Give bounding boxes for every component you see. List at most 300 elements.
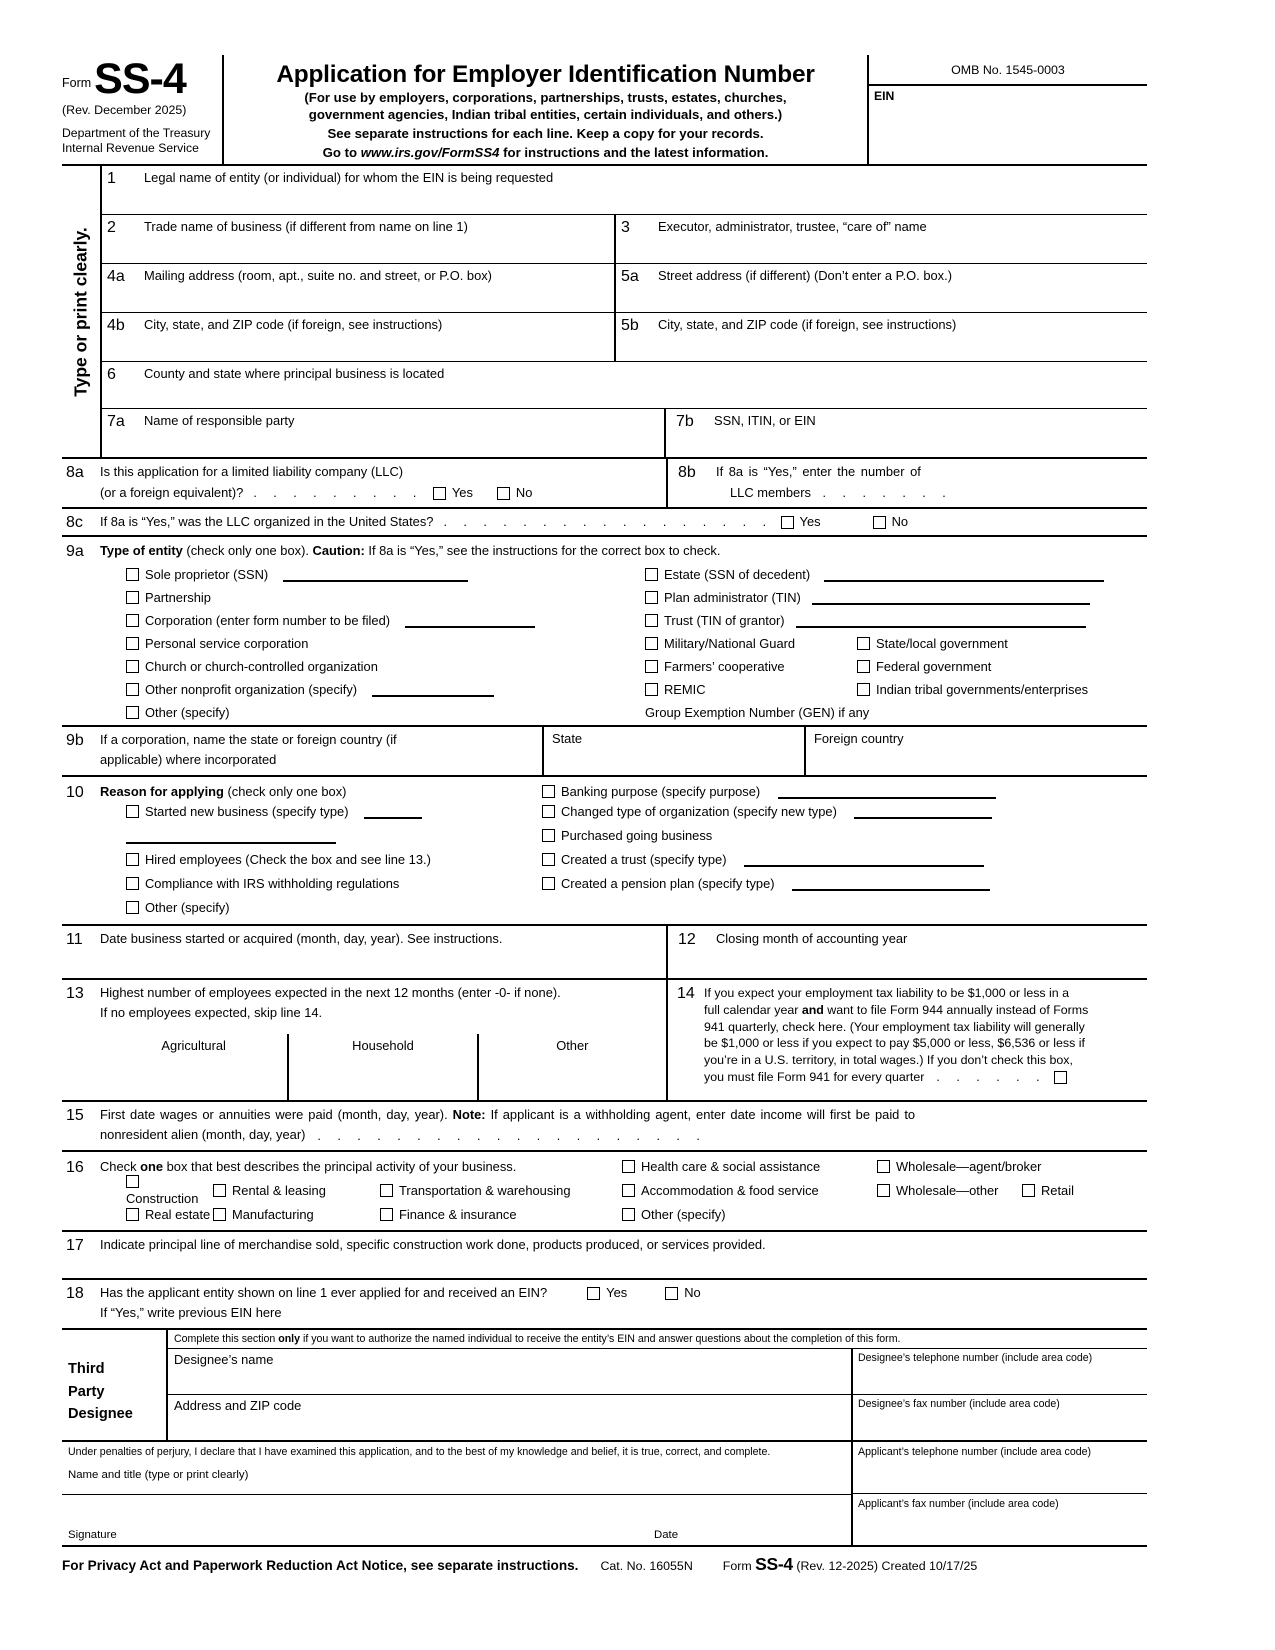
line-5a-cell[interactable] [614,264,1147,312]
construction-checkbox[interactable] [126,1175,139,1188]
designee-phone-label: Designee’s telephone number (include area code) [858,1351,1093,1364]
accommodation-food-service-label: Accommodation & food service [641,1182,819,1198]
reason-created-pension-plan[interactable] [542,876,1147,900]
line-13-agricultural-cell[interactable] [100,1034,287,1100]
line-18-previous-ein-label: If “Yes,” write previous EIN here [100,1305,282,1321]
corporation-checkbox[interactable] [126,614,139,627]
line-2-3-row [102,215,1147,264]
line-6-number: 6 [107,366,116,384]
entity-option-sole-proprietor[interactable] [100,567,645,584]
activity-wholesale-other[interactable] [877,1183,1022,1200]
entity-option-farmers-coop[interactable] [645,659,857,676]
designee-address-row [168,1395,1147,1440]
department-line-1: Department of the Treasury [62,126,211,141]
activity-retail[interactable] [1022,1183,1147,1200]
line-15-text-2: If applicant is a withholding agent, enter date income will first be paid to [485,1106,916,1122]
line-18-number: 18 [66,1284,84,1302]
corporation-form-number-line[interactable] [405,626,535,628]
line-14-text-block [704,980,1147,1100]
retail-label: Retail [1041,1182,1074,1198]
line-15-label-line2: nonresident alien (month, day, year) [100,1127,306,1143]
line-16-one-word: one [140,1158,164,1174]
line-8a-label-1: Is this application for a limited liability company (LLC) [100,464,404,480]
perjury-block [62,1442,851,1494]
line-10-heading-rest: (check only one box) [223,783,347,799]
line-9a-number: 9a [66,543,84,561]
line-2-cell[interactable] [102,215,614,263]
sole-proprietor-label: Sole proprietor (SSN) [145,567,269,583]
form-header [62,55,1147,166]
entity-option-remic[interactable] [645,682,857,699]
reason-compliance-withholding[interactable] [100,876,542,900]
line-5b-label: City, state, and ZIP code (if foreign, see instructions) [658,317,957,333]
line-4b-5b-row [102,313,1147,362]
footer-created-date: Created 10/17/25 [881,1558,978,1573]
manufacturing-label: Manufacturing [232,1206,314,1222]
line-16-option-row-1 [100,1155,1147,1179]
reason-purchased-going-business[interactable] [542,828,1147,852]
line-6-row[interactable] [102,362,1147,409]
date-label: Date [654,1528,679,1541]
line-15-text-1: First date wages or annuities were paid (month, day, year). [100,1106,453,1122]
line-7b-number: 7b [676,413,694,431]
compliance-withholding-label: Compliance with IRS withholding regulations [145,875,400,891]
line-4a-cell[interactable] [102,264,614,312]
health-care-checkbox[interactable] [622,1160,635,1173]
line-13-columns [100,1034,666,1100]
third-party-heading-2: Party [68,1383,105,1400]
line-16-text-1: Check [100,1158,141,1174]
line-16-option-row-2 [100,1179,1147,1206]
trust-tin-line[interactable] [796,626,1086,628]
accommodation-food-service-checkbox[interactable] [622,1184,635,1197]
line-10-heading [100,780,542,804]
changed-type-specify-line[interactable] [854,817,992,819]
designee-address-field[interactable] [168,1395,851,1440]
personal-service-corporation-checkbox[interactable] [126,637,139,650]
banking-purpose-checkbox[interactable] [542,785,555,798]
remic-label: REMIC [664,682,706,698]
created-trust-specify-line[interactable] [744,865,984,867]
line-18-row[interactable] [62,1278,1147,1328]
reason-other-label: Other (specify) [145,899,230,915]
applicant-phone-field[interactable] [853,1442,1147,1494]
line-2-label: Trade name of business (if different from name on line 1) [144,219,468,235]
entity-option-partnership[interactable] [100,590,645,607]
estate-ssn-line[interactable] [824,580,1104,582]
applicant-fax-label: Applicant’s fax number (include area code) [858,1497,1059,1510]
line-11-label: Date business started or acquired (month, day, year). See instructions. [100,930,503,946]
line-9b-state-cell[interactable] [542,727,804,775]
reason-banking-purpose[interactable] [542,780,1147,804]
other-nonprofit-label: Other nonprofit organization (specify) [145,682,358,698]
military-national-guard-checkbox[interactable] [645,637,658,650]
line-13-14-row [62,978,1147,1100]
line-11-cell[interactable] [62,926,666,978]
finance-insurance-checkbox[interactable] [380,1208,393,1221]
type-or-print-label: Type or print clearly. [70,227,91,397]
wholesale-other-checkbox[interactable] [877,1184,890,1197]
line-8b-label-block [716,459,1147,507]
footer-form-word: Form [722,1558,752,1573]
line-9b-foreign-country-cell[interactable] [804,727,1147,775]
line-12-cell[interactable] [666,926,1147,978]
line-9b-number: 9b [66,731,84,749]
sole-proprietor-checkbox[interactable] [126,568,139,581]
designee-name-row [168,1349,1147,1395]
irs-url-link[interactable]: www.irs.gov/FormSS4 [360,145,500,161]
church-label: Church or church-controlled organization [145,659,378,675]
line-11-12-row [62,924,1147,978]
header-subtitle-1: (For use by employers, corporations, partnerships, trusts, estates, churches, [304,90,787,105]
department-block [62,126,222,155]
goto-suffix: for instructions and the latest information. [499,145,769,161]
state-local-government-checkbox[interactable] [857,637,870,650]
wholesale-agent-checkbox[interactable] [877,1160,890,1173]
created-trust-checkbox[interactable] [542,853,555,866]
header-left-block [62,55,222,164]
line-8c-yes-label: Yes [799,514,821,530]
line-14-text-c: 941 quarterly, check here. (Your employment tax liability will generally [704,1019,1085,1034]
line-14-cell[interactable] [666,980,1147,1100]
line-8c-yes-checkbox[interactable] [781,516,794,529]
reason-other-checkbox[interactable] [126,901,139,914]
line-8b-label-1: If 8a is “Yes,” enter the number of [716,464,921,480]
line-7b-cell[interactable] [664,409,1147,457]
line-4b-label: City, state, and ZIP code (if foreign, see instructions) [144,317,443,333]
compliance-withholding-checkbox[interactable] [126,877,139,890]
activity-other-label: Other (specify) [641,1206,726,1222]
activity-rental-leasing[interactable] [213,1183,380,1200]
line-13-other-cell[interactable] [477,1034,666,1100]
started-new-business-label: Started new business (specify type) [145,803,349,819]
activity-manufacturing[interactable] [213,1207,380,1224]
line-7b-label: SSN, ITIN, or EIN [714,413,816,429]
line-14-number: 14 [677,984,695,1002]
entity-option-row-6 [100,679,1147,702]
indian-tribal-government-checkbox[interactable] [857,683,870,696]
line-14-text-d: be $1,000 or less if you expect to pay $5,000 or less, $6,536 or less if [704,1036,1085,1051]
line-17-row[interactable] [62,1230,1147,1278]
line-5b-cell[interactable] [614,313,1147,361]
plan-administrator-tin-line[interactable] [812,603,1090,605]
activity-accommodation[interactable] [622,1183,877,1200]
header-instruction-2 [228,145,863,161]
lines-1-7-block [62,166,1147,457]
trust-checkbox[interactable] [645,614,658,627]
line-5a-label: Street address (if different) (Don’t enter a P.O. box.) [658,268,952,284]
goto-prefix: Go to [322,145,361,161]
designee-address-label: Address and ZIP code [174,1397,302,1413]
line-13-label-2: If no employees expected, skip line 14. [100,1005,323,1021]
third-party-designee-section [62,1328,1147,1440]
wholesale-other-label: Wholesale—other [896,1182,999,1198]
line-8a-cell[interactable] [62,459,666,507]
name-and-title-label: Name and title (type or print clearly) [68,1468,249,1481]
partnership-label: Partnership [145,590,211,606]
line-16-text-2: box that best describes the principal activity of your business. [163,1158,517,1174]
group-exemption-number-field[interactable] [645,705,1147,722]
line-8c-label: If 8a is “Yes,” was the LLC organized in the United States? [100,514,434,530]
trust-label: Trust (TIN of grantor) [664,613,785,629]
line-7a-label: Name of responsible party [144,413,295,429]
entity-option-personal-service-corp[interactable] [100,636,645,653]
line-3-cell[interactable] [614,215,1147,263]
privacy-act-notice: For Privacy Act and Paperwork Reduction Act Notice, see separate instructions. [62,1557,579,1573]
header-title-block [222,55,869,164]
activity-other[interactable] [622,1207,1147,1224]
department-line-2: Internal Revenue Service [62,140,199,155]
footer-form-identifier [723,1554,978,1575]
line-14-text-b-2: want to file Form 944 annually instead of Forms [823,1002,1089,1017]
line-14-text-b [704,1002,1143,1019]
footer-revision: (Rev. 12-2025) [796,1558,879,1573]
estate-checkbox[interactable] [645,568,658,581]
line-4b-cell[interactable] [102,313,614,361]
form-body [62,55,1147,1575]
line-14-text-b-1: full calendar year [704,1002,802,1017]
third-party-heading-3: Designee [68,1406,133,1423]
line-8b-label-2: LLC members [730,484,811,500]
activity-finance-insurance[interactable] [380,1207,622,1224]
line-6-label: County and state where principal business is located [144,366,445,382]
retail-checkbox[interactable] [1022,1184,1035,1197]
created-pension-plan-checkbox[interactable] [542,877,555,890]
entity-option-trust[interactable] [645,613,1147,630]
military-national-guard-label: Military/National Guard [664,636,796,652]
line-18-yes-checkbox[interactable] [587,1287,600,1300]
line-8a-yes-label: Yes [451,484,473,500]
line-4b-number: 4b [107,317,125,335]
line-18-no-label: No [684,1284,701,1300]
line-13-number: 13 [66,984,84,1002]
line-7a-7b-row [102,409,1147,457]
signature-section [62,1440,1147,1545]
page-title: Application for Employer Identification Number [276,61,815,88]
entity-option-church[interactable] [100,659,645,676]
line-8b-cell[interactable] [666,459,1147,507]
line-15-row[interactable] [62,1100,1147,1150]
header-subtitle-2: government agencies, Indian tribal entities, certain individuals, and others.) [308,107,783,123]
other-entity-checkbox[interactable] [126,706,139,719]
created-pension-plan-specify-line[interactable] [792,889,990,891]
line-8a-yes-checkbox[interactable] [433,487,446,500]
state-local-government-label: State/local government [876,636,1008,652]
line-1-row[interactable] [102,166,1147,215]
started-new-business-type-line[interactable] [364,817,422,819]
line-1-number: 1 [107,170,116,188]
line-14-text-f-row [704,1069,1143,1086]
line-7a-cell[interactable] [102,409,664,457]
hired-employees-checkbox[interactable] [126,853,139,866]
perjury-statement: Under penalties of perjury, I declare that I have examined this application, and to the best of my knowledge and belief, it is true, correct, and complete. [68,1445,771,1458]
line-13-household-cell[interactable] [287,1034,476,1100]
banking-purpose-specify-line[interactable] [778,797,996,799]
activity-health-care[interactable] [622,1159,877,1176]
third-party-intro-2: if you want to authorize the named individual to receive the entity’s EIN and answer questions about the completion of this form. [300,1332,901,1345]
other-nonprofit-specify-line[interactable] [372,695,494,697]
entity-option-state-local-gov[interactable] [857,636,1147,653]
line-18-yes-label: Yes [606,1284,628,1300]
finance-insurance-label: Finance & insurance [399,1206,517,1222]
line-8c-no-label: No [891,514,909,530]
manufacturing-checkbox[interactable] [213,1208,226,1221]
line-9b-state-label: State [552,730,583,746]
plan-administrator-checkbox[interactable] [645,591,658,604]
line-9a-caution-word: Caution: [312,543,365,559]
line-14-text-e: you’re in a U.S. territory, in total wages.) If you don’t check this box, [704,1053,1073,1068]
activity-other-checkbox[interactable] [622,1208,635,1221]
farmers-cooperative-checkbox[interactable] [645,660,658,673]
rental-leasing-checkbox[interactable] [213,1184,226,1197]
reason-created-trust[interactable] [542,852,1147,876]
entity-option-row-4 [100,633,1147,656]
line-4a-label: Mailing address (room, apt., suite no. and street, or P.O. box) [144,268,492,284]
line-13-other-label: Other [556,1037,589,1053]
line-8a-no-checkbox[interactable] [497,487,510,500]
type-or-print-sidebar [62,166,102,457]
entity-option-row-1 [100,564,1147,587]
changed-type-checkbox[interactable] [542,805,555,818]
form-number-title: SS-4 [94,55,186,103]
transportation-warehousing-label: Transportation & warehousing [399,1182,571,1198]
line-15-number: 15 [66,1106,84,1124]
started-new-business-continuation-line[interactable] [100,828,542,852]
line-13-agricultural-label: Agricultural [161,1037,226,1053]
other-entity-label: Other (specify) [145,705,230,721]
entity-option-federal-gov[interactable] [857,659,1147,676]
line-18-label: Has the applicant entity shown on line 1 ever applied for and received an EIN? [100,1284,548,1300]
applicant-phone-label: Applicant’s telephone number (include area code) [858,1445,1092,1458]
line-14-form-944-checkbox[interactable] [1054,1071,1067,1084]
line-8a-no-label: No [515,484,533,500]
line-14-leader-dots: . . . . . . [936,1070,1047,1085]
entity-option-estate[interactable] [645,567,1147,584]
line-9a-heading [100,540,1147,560]
signature-row[interactable] [62,1495,851,1545]
designee-fax-field[interactable] [851,1395,1147,1440]
sole-proprietor-ssn-line[interactable] [283,580,468,582]
line-17-label: Indicate principal line of merchandise sold, specific construction work done, products produced, or services provided. [100,1236,766,1252]
line-8a-8b-row [62,457,1147,507]
wholesale-agent-label: Wholesale—agent/broker [896,1158,1042,1174]
line-8c-no-checkbox[interactable] [873,516,886,529]
line-8b-leader-dots: . . . . . . . [822,485,953,500]
real-estate-checkbox[interactable] [126,1208,139,1221]
line-8c-number: 8c [66,514,83,532]
line-13-household-label: Household [352,1037,414,1053]
entity-option-row-2 [100,587,1147,610]
transportation-warehousing-checkbox[interactable] [380,1184,393,1197]
line-9a-row [62,535,1147,725]
changed-type-label: Changed type of organization (specify new type) [561,803,837,819]
line-9b-foreign-country-label: Foreign country [814,730,904,746]
church-checkbox[interactable] [126,660,139,673]
started-new-business-type-line-2[interactable] [126,842,336,844]
activity-construction[interactable] [100,1174,213,1207]
footer-form-number: SS-4 [755,1553,793,1574]
applicant-fax-field[interactable] [853,1494,1147,1544]
reason-changed-type[interactable] [542,804,1147,828]
entity-option-row-7 [100,702,1147,725]
line-8c-row[interactable] [62,507,1147,535]
started-new-business-checkbox[interactable] [126,805,139,818]
reason-hired-employees[interactable] [100,852,542,876]
line-4a-number: 4a [107,268,125,286]
line-15-note-word: Note: [452,1106,486,1122]
line-18-no-checkbox[interactable] [665,1287,678,1300]
created-pension-plan-label: Created a pension plan (specify type) [561,875,775,891]
line-5b-number: 5b [621,317,639,335]
line-13-cell [62,980,666,1100]
form-word-label: Form [62,76,92,90]
reason-other[interactable] [100,900,542,924]
line-2-number: 2 [107,219,116,237]
partnership-checkbox[interactable] [126,591,139,604]
rental-leasing-label: Rental & leasing [232,1182,326,1198]
federal-government-checkbox[interactable] [857,660,870,673]
line-8b-number: 8b [678,464,696,482]
entity-option-corporation[interactable] [100,613,645,630]
line-14-text-a: If you expect your employment tax liability to be $1,000 or less in a [704,985,1070,1000]
ein-field[interactable] [869,86,1147,144]
line-3-number: 3 [621,219,630,237]
line-16-heading [100,1159,622,1176]
line-15-leader-dots: . . . . . . . . . . . . . . . . . . . . [317,1128,707,1143]
farmers-cooperative-label: Farmers’ cooperative [664,659,785,675]
header-instruction-1: See separate instructions for each line. Keep a copy for your records. [327,126,764,142]
line-15-line-2 [100,1127,1147,1144]
purchased-going-business-checkbox[interactable] [542,829,555,842]
line-14-text-f: you must file Form 941 for every quarter [704,1070,925,1085]
line-18-question-row [100,1285,1147,1302]
line-9b-label-block [100,727,542,775]
signature-field[interactable] [62,1495,851,1545]
remic-checkbox[interactable] [645,683,658,696]
line-10-row [62,775,1147,924]
line-10-number: 10 [66,783,84,801]
entity-option-plan-administrator[interactable] [645,590,1147,607]
created-trust-label: Created a trust (specify type) [561,851,727,867]
activity-real-estate[interactable] [100,1207,213,1224]
activity-wholesale-agent[interactable] [877,1159,1147,1176]
hired-employees-label: Hired employees (Check the box and see line 13.) [145,851,431,867]
reason-started-new-business[interactable] [100,804,542,828]
line-13-label-1: Highest number of employees expected in the next 12 months (enter -0- if none). [100,984,561,1000]
estate-label: Estate (SSN of decedent) [664,567,811,583]
federal-government-label: Federal government [876,659,992,675]
line-15-line-1 [100,1107,1147,1124]
activity-transportation[interactable] [380,1183,622,1200]
entity-option-row-5 [100,656,1147,679]
indian-tribal-government-label: Indian tribal governments/enterprises [876,682,1089,698]
entity-option-other-nonprofit[interactable] [100,682,645,699]
line-9b-label-1: If a corporation, name the state or foreign country (if [100,731,397,747]
entity-option-other[interactable] [100,705,645,722]
line-8a-leader-dots: . . . . . . . . . [253,486,423,501]
designee-phone-field[interactable] [851,1349,1147,1394]
entity-option-indian-tribal[interactable] [857,682,1147,699]
designee-name-field[interactable] [168,1349,851,1394]
real-estate-label: Real estate [145,1206,211,1222]
line-7a-number: 7a [107,413,125,431]
entity-option-military[interactable] [645,636,857,653]
other-nonprofit-checkbox[interactable] [126,683,139,696]
header-right-block [869,55,1147,164]
line-17-number: 17 [66,1236,84,1254]
line-14-and-word: and [801,1002,824,1017]
third-party-heading-1: Third [68,1360,105,1377]
